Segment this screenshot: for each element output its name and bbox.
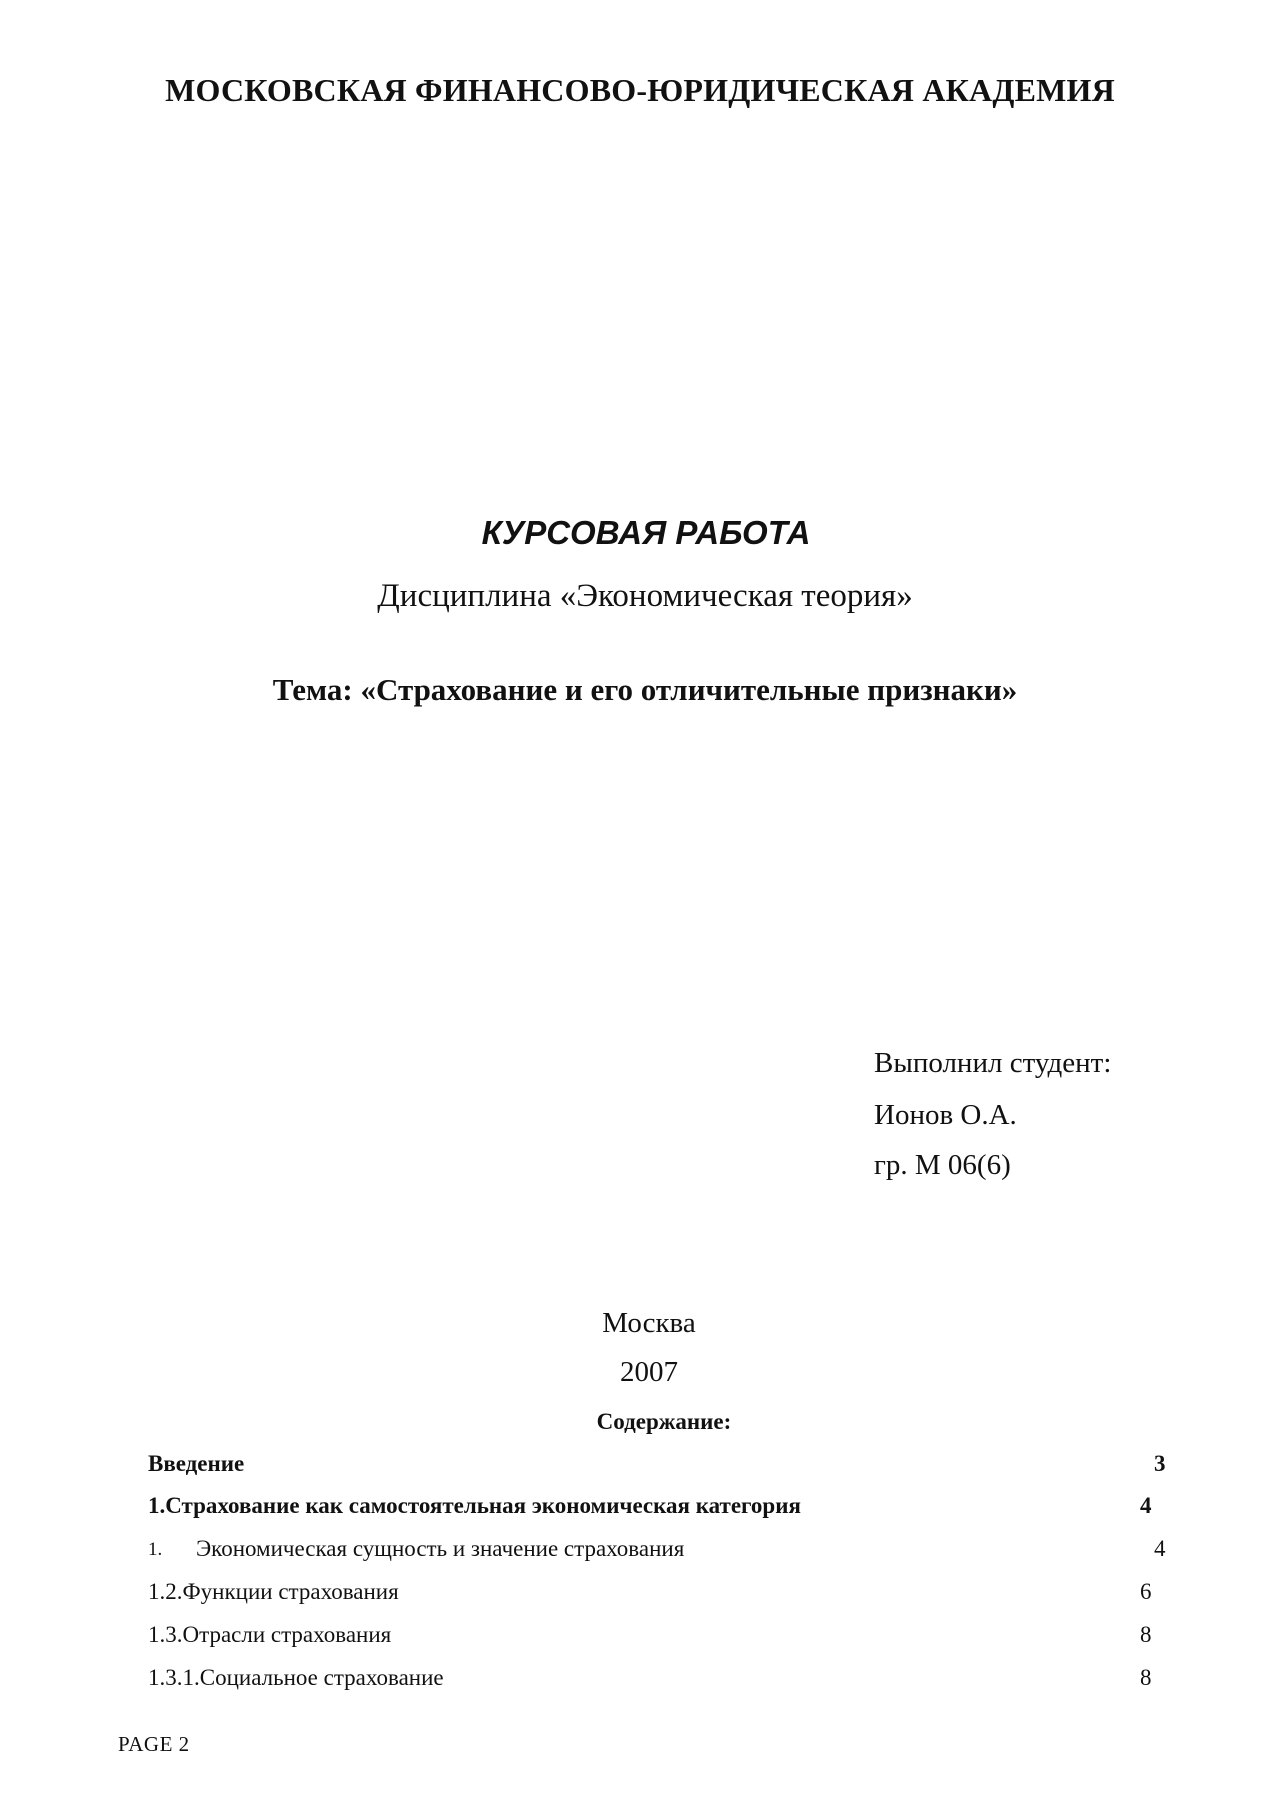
toc-item-page: 4 bbox=[1140, 1493, 1152, 1518]
toc-item-page: 4 bbox=[1154, 1536, 1166, 1561]
academy-name: МОСКОВСКАЯ ФИНАНСОВО-ЮРИДИЧЕСКАЯ АКАДЕМИЯ bbox=[165, 72, 1115, 108]
topic-line: Тема: «Страхование и его отличительные признаки» bbox=[272, 672, 1018, 707]
toc-item-label: 1.Страхование как самостоятельная экономическая категория bbox=[148, 1493, 801, 1518]
toc-item-label: Экономическая сущность и значение страхования bbox=[196, 1536, 685, 1561]
work-type-heading: КУРСОВАЯ РАБОТА bbox=[481, 514, 811, 551]
author-role: Выполнил студент: bbox=[874, 1047, 1112, 1079]
author-name: Ионов О.А. bbox=[874, 1099, 1017, 1131]
toc-item-number: 1. bbox=[148, 1539, 163, 1560]
toc-item-page: 3 bbox=[1154, 1451, 1166, 1476]
author-group: гр. М 06(6) bbox=[874, 1149, 1011, 1181]
toc-item-label: 1.2.Функции страхования bbox=[148, 1579, 399, 1604]
toc-item-page: 8 bbox=[1140, 1622, 1152, 1647]
page-number-footer: PAGE 2 bbox=[118, 1732, 190, 1756]
toc-item-page: 8 bbox=[1140, 1665, 1152, 1690]
discipline-line: Дисциплина «Экономическая теория» bbox=[377, 578, 913, 614]
toc-item-label: 1.3.Отрасли страхования bbox=[148, 1622, 392, 1647]
toc-item-label: Введение bbox=[148, 1451, 245, 1476]
toc-item-label: 1.3.1.Социальное страхование bbox=[148, 1665, 444, 1690]
city: Москва bbox=[602, 1307, 696, 1339]
year: 2007 bbox=[620, 1356, 678, 1388]
toc-title: Содержание: bbox=[596, 1409, 732, 1434]
toc-item-page: 6 bbox=[1140, 1579, 1152, 1604]
